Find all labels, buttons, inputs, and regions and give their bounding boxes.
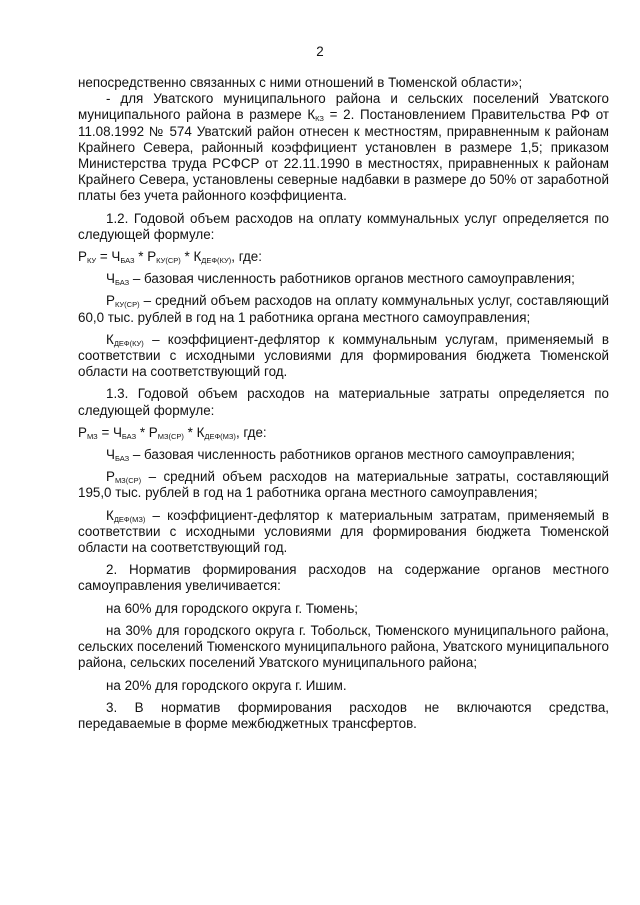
definition-materials-average: $Р_{МЗ(СР)}$ – средний объем расходов на материальные затраты, составляющий 195,0 тыс. рублей в год на 1 работника органа местного самоуправления; xyxy=(78,469,609,501)
page-number: 2 xyxy=(316,44,324,59)
list-item-ishim: на 20% для городского округа г. Ишим. xyxy=(106,677,347,693)
paragraph-uvat-coefficient: - для Уватского муниципального района и сельских поселений Уватского муниципального района в размере $К_{КЗ} = 2$. Постановлением Правительства РФ от 11.08.1992 № 574 Уватский район отнесен к местностям, приравненным к районам Крайнего Севера, районный коэффициент установлен в размере 1,5; приказом Министерства труда РСФСР от 22.11.1990 в местностях, приравненных к районам Крайнего Севера, установлены северные надбавки в размере до 50% от заработной платы без учета районного коэффициента. xyxy=(78,91,609,204)
paragraph-continuation: непосредственно связанных с ними отношений в Тюменской области»; xyxy=(78,75,523,90)
formula-utilities: $Р_{КУ} = Ч_{БАЗ} * Р_{КУ(СР)} * К_{ДЕФ(КУ)}$, где: xyxy=(78,249,262,266)
definition-materials-deflator: $К_{ДЕФ(МЗ)}$ – коэффициент-дефлятор к материальным затратам, применяемый в соответствии с исходными условиями для формирования бюджета Тюменской области на соответствующий год. xyxy=(78,507,609,556)
paragraph-3: 3. В норматив формирования расходов не включаются средства, передаваемые в форме межбюджетных трансфертов. xyxy=(78,699,609,731)
paragraph-2-heading: 2. Норматив формирования расходов на содержание органов местного самоуправления увеличивается: xyxy=(78,562,609,594)
definition-utilities-average: $Р_{КУ(СР)}$ – средний объем расходов на оплату коммунальных услуг, составляющий 60,0 тыс. рублей в год на 1 работника органа местного самоуправления; xyxy=(78,293,609,325)
formula-materials: $Р_{МЗ} = Ч_{БАЗ} * Р_{МЗ(СР)} * К_{ДЕФ(МЗ)}$, где: xyxy=(78,424,267,441)
definition-base-headcount: $Ч_{БАЗ}$ – базовая численность работников органов местного самоуправления; xyxy=(106,271,575,288)
paragraph-1-3-heading: 1.3. Годовой объем расходов на материальные затраты определяется по следующей формуле: xyxy=(78,386,609,418)
list-item-tyumen: на 60% для городского округа г. Тюмень; xyxy=(106,600,359,616)
definition-base-headcount-2: $Ч_{БАЗ}$ – базовая численность работников органов местного самоуправления; xyxy=(106,447,575,464)
document-body xyxy=(78,75,609,732)
paragraph-1-2-heading: 1.2. Годовой объем расходов на оплату коммунальных услуг определяется по следующей формуле: xyxy=(78,210,609,242)
definition-utilities-deflator: $К_{ДЕФ(КУ)}$ – коэффициент-дефлятор к коммунальным услугам, применяемый в соответствии с исходными условиями для формирования бюджета Тюменской области на соответствующий год. xyxy=(78,331,609,380)
list-item-tobolsk: на 30% для городского округа г. Тобольск, Тюменского муниципального района, сельских поселений Тюменского муниципального района, Уватского муниципального района, сельских поселений Уватского муниципального района; xyxy=(78,622,609,671)
